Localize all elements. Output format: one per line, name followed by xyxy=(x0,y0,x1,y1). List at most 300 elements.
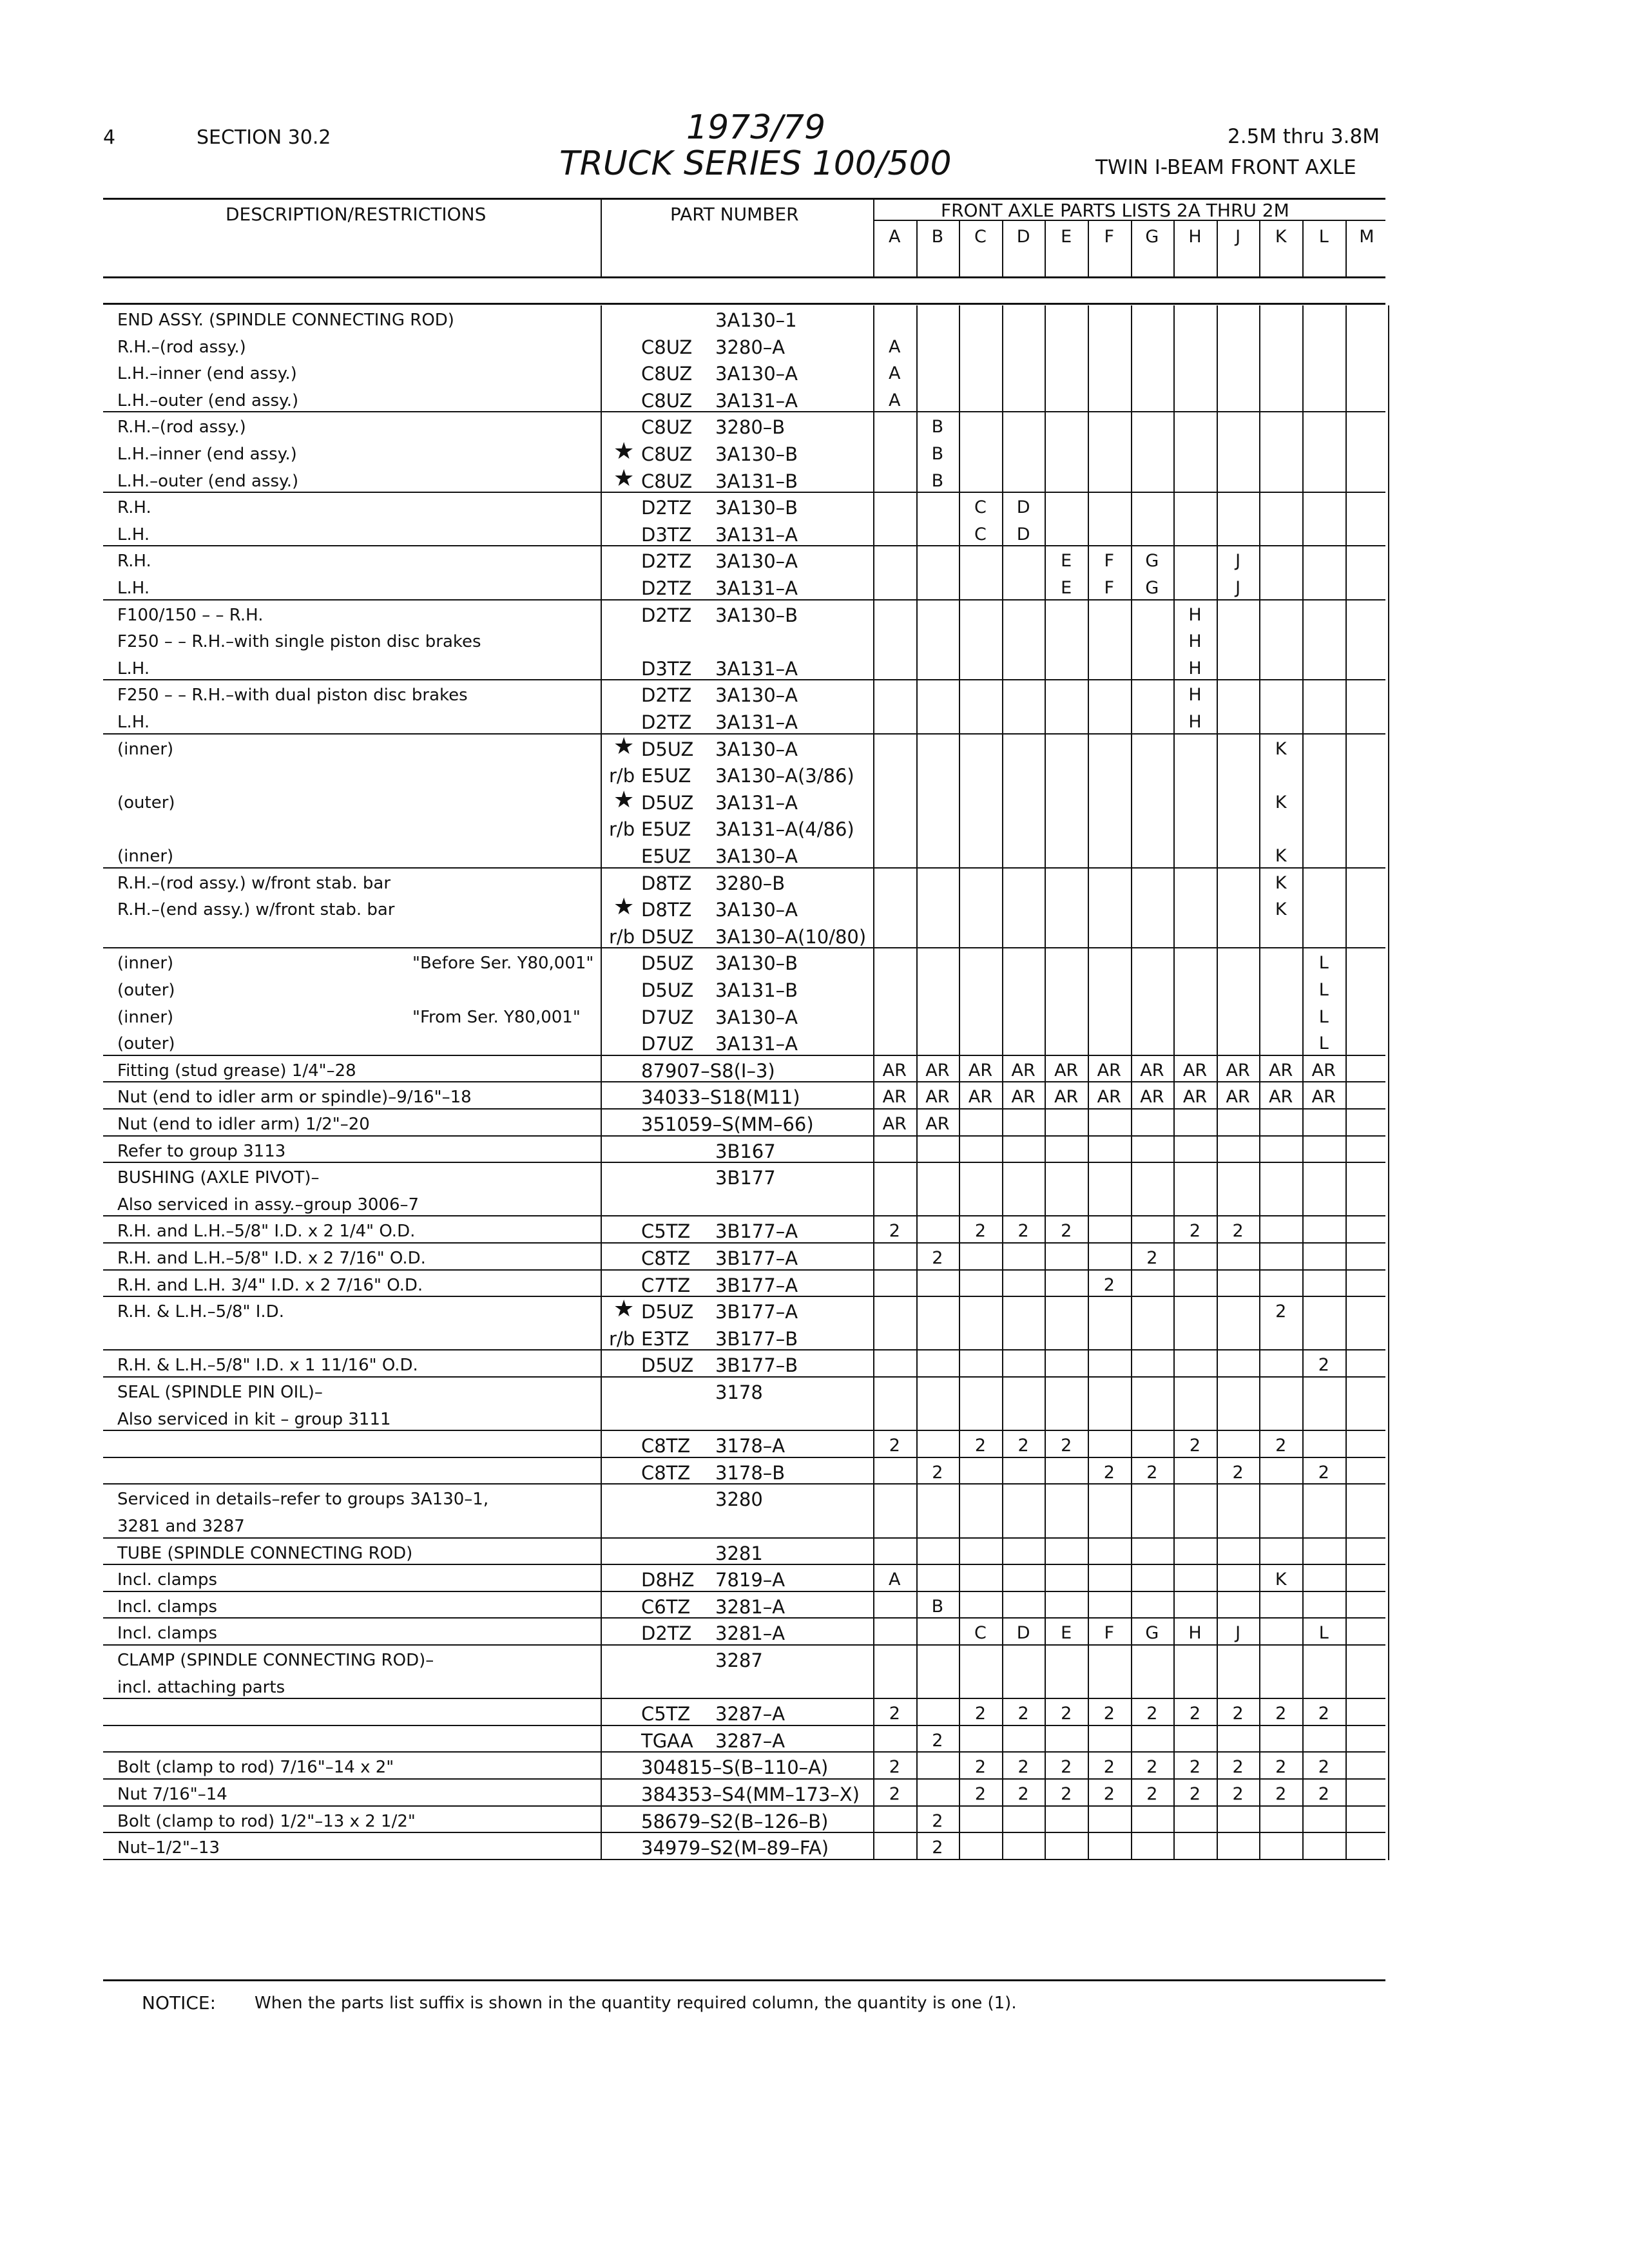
row-description: CLAMP (SPINDLE CONNECTING ROD)– xyxy=(117,1651,434,1670)
part-base: 3A131–A xyxy=(715,389,798,412)
row-description: R.H.–(rod assy.) xyxy=(117,418,246,437)
title-years: 1973/79 xyxy=(686,108,826,147)
row-separator xyxy=(103,1215,1385,1216)
qty-cell-l: L xyxy=(1318,1006,1329,1027)
part-base: 3A130–B xyxy=(715,604,798,626)
qty-cell-h: H xyxy=(1188,604,1202,625)
column-grid-line xyxy=(873,305,874,1860)
qty-cell-h: 2 xyxy=(1189,1757,1201,1778)
part-base: 3A130–A xyxy=(715,899,798,921)
row-separator xyxy=(103,1108,1385,1110)
row-separator xyxy=(103,947,1385,948)
qty-cell-l: L xyxy=(1318,1623,1329,1644)
qty-cell-l: L xyxy=(1318,980,1329,1000)
row-separator xyxy=(103,599,1385,601)
part-base: 3A130–B xyxy=(715,443,798,465)
row-separator xyxy=(103,1269,1385,1271)
row-separator xyxy=(103,1376,1385,1378)
part-base: 3287–A xyxy=(715,1729,786,1752)
star-icon: ★ xyxy=(613,786,635,813)
row-description: R.H. and L.H. 3/4" I.D. x 2 7/16" O.D. xyxy=(117,1275,423,1295)
qty-cell-f: 2 xyxy=(1103,1704,1115,1724)
part-prefix: C8TZ xyxy=(641,1461,691,1484)
row-description: Incl. clamps xyxy=(117,1597,218,1617)
qty-cell-h: H xyxy=(1188,685,1202,706)
part-prefix: D5UZ xyxy=(641,1354,694,1377)
replaced-by-label: r/b xyxy=(609,765,635,787)
part-base: 3A131–B xyxy=(715,470,798,492)
header-column-divider xyxy=(1088,221,1089,276)
part-base: 3A130–A xyxy=(715,550,798,573)
qty-cell-b: 2 xyxy=(932,1730,943,1751)
part-base: 7819–A xyxy=(715,1569,786,1591)
row-separator xyxy=(103,1698,1385,1699)
row-description: F100/150 – – R.H. xyxy=(117,605,264,625)
list-header-f: F xyxy=(1104,227,1115,247)
qty-cell-e: E xyxy=(1061,1623,1072,1644)
qty-cell-h: 2 xyxy=(1189,1221,1201,1242)
part-prefix: D2TZ xyxy=(641,711,692,733)
qty-cell-g: G xyxy=(1145,578,1159,598)
qty-cell-l: L xyxy=(1318,953,1329,974)
qty-cell-l: 2 xyxy=(1318,1704,1329,1724)
star-icon: ★ xyxy=(613,733,635,760)
body-top-rule xyxy=(103,303,1385,305)
part-prefix: D5UZ xyxy=(641,791,694,814)
row-description: incl. attaching parts xyxy=(117,1677,285,1697)
row-description: R.H. and L.H.–5/8" I.D. x 2 7/16" O.D. xyxy=(117,1249,426,1268)
qty-cell-l: 2 xyxy=(1318,1784,1329,1804)
qty-cell-d: 2 xyxy=(1017,1704,1029,1724)
header-column-divider xyxy=(1302,221,1304,276)
qty-cell-c: 2 xyxy=(974,1436,987,1456)
notice-label: NOTICE: xyxy=(142,1992,217,2013)
header-bottom-rule-right xyxy=(873,276,1385,278)
part-prefix: 304815–S(B–110–A) xyxy=(641,1756,829,1779)
part-base: 3A130–A xyxy=(715,1006,798,1028)
part-base: 3B177–A xyxy=(715,1301,798,1323)
qty-cell-d: AR xyxy=(1011,1087,1036,1108)
qty-cell-d: D xyxy=(1016,497,1030,518)
qty-cell-k: 2 xyxy=(1275,1302,1287,1322)
qty-cell-k: K xyxy=(1275,738,1287,759)
part-base: 3A130–A(10/80) xyxy=(715,925,867,948)
row-separator xyxy=(103,1135,1385,1137)
qty-cell-c: AR xyxy=(968,1087,993,1108)
part-prefix: C8UZ xyxy=(641,389,693,412)
qty-cell-f: AR xyxy=(1097,1060,1121,1081)
row-separator xyxy=(103,411,1385,412)
replaced-by-label: r/b xyxy=(609,818,635,841)
row-description: Nut (end to idler arm or spindle)–9/16"–18 xyxy=(117,1088,472,1108)
header-column-divider xyxy=(1173,221,1175,276)
list-header-l: L xyxy=(1318,227,1329,247)
column-grid-line xyxy=(1259,305,1260,1860)
row-description: Also serviced in kit – group 3111 xyxy=(117,1409,391,1429)
row-description: (inner) xyxy=(117,954,174,974)
qty-cell-b: AR xyxy=(925,1060,950,1081)
part-prefix: C5TZ xyxy=(641,1703,691,1725)
qty-cell-e: 2 xyxy=(1061,1757,1072,1778)
qty-cell-g: G xyxy=(1145,551,1159,572)
row-description: 3281 and 3287 xyxy=(117,1517,245,1536)
row-description: Fitting (stud grease) 1/4"–28 xyxy=(117,1061,356,1081)
part-prefix: C8UZ xyxy=(641,363,693,385)
section-label: SECTION 30.2 xyxy=(197,126,331,149)
qty-cell-b: B xyxy=(931,470,944,491)
row-description: Bolt (clamp to rod) 7/16"–14 x 2" xyxy=(117,1758,394,1778)
range-label: 2.5M thru 3.8M xyxy=(1228,125,1380,148)
list-header-c: C xyxy=(974,227,987,247)
part-base: 3280 xyxy=(715,1488,763,1511)
header-column-divider xyxy=(1345,221,1347,276)
part-base: 3B167 xyxy=(715,1140,776,1162)
qty-cell-a: AR xyxy=(882,1060,907,1081)
part-prefix: D7UZ xyxy=(641,1006,694,1028)
qty-cell-j: 2 xyxy=(1232,1757,1244,1778)
part-base: 3B177 xyxy=(715,1167,776,1189)
header-bottom-rule-left xyxy=(103,276,602,278)
row-separator xyxy=(103,867,1385,869)
row-description: Bolt (clamp to rod) 1/2"–13 x 2 1/2" xyxy=(117,1811,416,1831)
row-description: R.H. & L.H.–5/8" I.D. xyxy=(117,1302,284,1322)
qty-cell-e: 2 xyxy=(1061,1221,1072,1242)
part-base: 3A131–A xyxy=(715,791,798,814)
qty-cell-a: 2 xyxy=(889,1436,900,1456)
qty-cell-e: E xyxy=(1061,578,1072,598)
axle-label: TWIN I-BEAM FRONT AXLE xyxy=(1095,156,1356,179)
qty-cell-k: 2 xyxy=(1275,1757,1287,1778)
row-separator xyxy=(103,679,1385,680)
qty-cell-b: 2 xyxy=(932,1838,943,1858)
row-description: Refer to group 3113 xyxy=(117,1141,286,1161)
qty-cell-e: 2 xyxy=(1061,1784,1072,1804)
row-description: R.H. xyxy=(117,498,151,518)
qty-cell-f: 2 xyxy=(1103,1462,1115,1483)
qty-cell-d: 2 xyxy=(1017,1784,1029,1804)
qty-cell-c: 2 xyxy=(974,1221,987,1242)
qty-cell-b: 2 xyxy=(932,1248,943,1268)
row-separator xyxy=(103,1617,1385,1619)
qty-cell-d: 2 xyxy=(1017,1221,1029,1242)
qty-cell-b: B xyxy=(931,1596,944,1617)
row-description: L.H.–outer (end assy.) xyxy=(117,471,299,491)
column-grid-line xyxy=(1388,305,1389,1860)
part-base: 3A130–A xyxy=(715,363,798,385)
part-prefix: C8TZ xyxy=(641,1435,691,1457)
part-prefix: C8UZ xyxy=(641,443,693,465)
qty-cell-g: 2 xyxy=(1146,1757,1158,1778)
qty-cell-l: 2 xyxy=(1318,1355,1329,1376)
row-description: R.H. and L.H.–5/8" I.D. x 2 1/4" O.D. xyxy=(117,1222,416,1242)
qty-cell-b: B xyxy=(931,417,944,437)
star-icon: ★ xyxy=(613,438,635,465)
part-base: 3B177–A xyxy=(715,1274,798,1296)
row-description: Incl. clamps xyxy=(117,1624,218,1644)
row-description: Nut (end to idler arm) 1/2"–20 xyxy=(117,1115,370,1134)
qty-cell-h: 2 xyxy=(1189,1436,1201,1456)
row-description: R.H.–(end assy.) w/front stab. bar xyxy=(117,900,395,920)
header-bottom-rule-mid xyxy=(601,276,874,278)
part-prefix: D5UZ xyxy=(641,738,694,760)
row-description: L.H. xyxy=(117,713,150,732)
part-prefix: E5UZ xyxy=(641,818,691,841)
qty-cell-g: AR xyxy=(1140,1087,1164,1108)
qty-cell-d: 2 xyxy=(1017,1757,1029,1778)
part-prefix: C7TZ xyxy=(641,1274,691,1296)
column-grid-line xyxy=(1345,305,1347,1860)
row-description: R.H.–(rod assy.) xyxy=(117,337,246,357)
part-base: 3A131–B xyxy=(715,979,798,1001)
part-prefix: D2TZ xyxy=(641,1622,692,1645)
header-column-divider xyxy=(1045,221,1046,276)
list-header-h: H xyxy=(1188,227,1202,247)
qty-cell-c: AR xyxy=(968,1060,993,1081)
qty-cell-h: AR xyxy=(1182,1060,1208,1081)
qty-cell-b: 2 xyxy=(932,1811,943,1831)
column-grid-line xyxy=(601,305,602,1860)
qty-cell-j: 2 xyxy=(1232,1221,1244,1242)
list-header-m: M xyxy=(1359,227,1374,247)
part-prefix: C8UZ xyxy=(641,416,693,439)
qty-cell-b: AR xyxy=(925,1087,950,1108)
part-base: 3A131–A xyxy=(715,711,798,733)
part-prefix: C6TZ xyxy=(641,1595,691,1618)
part-base: 3287 xyxy=(715,1649,763,1671)
part-base: 3A130–A xyxy=(715,684,798,707)
qty-cell-a: 2 xyxy=(889,1704,900,1724)
part-prefix: D8HZ xyxy=(641,1569,695,1591)
part-base: 3178–B xyxy=(715,1461,786,1484)
row-description: L.H.–outer (end assy.) xyxy=(117,390,299,410)
part-base: 3280–B xyxy=(715,872,786,894)
row-description: Incl. clamps xyxy=(117,1570,218,1590)
star-icon: ★ xyxy=(613,465,635,492)
part-prefix: 351059–S(MM–66) xyxy=(641,1113,814,1135)
part-prefix: D7UZ xyxy=(641,1033,694,1055)
part-base: 3281 xyxy=(715,1542,763,1564)
row-description: (outer) xyxy=(117,793,175,812)
row-separator xyxy=(103,1805,1385,1807)
part-prefix: D5UZ xyxy=(641,979,694,1001)
qty-cell-j: 2 xyxy=(1232,1462,1244,1483)
qty-cell-a: AR xyxy=(882,1114,907,1134)
part-prefix: D2TZ xyxy=(641,604,692,626)
part-prefix: TGAA xyxy=(641,1729,693,1752)
row-separator xyxy=(103,1242,1385,1244)
qty-cell-j: 2 xyxy=(1232,1784,1244,1804)
qty-cell-h: 2 xyxy=(1189,1784,1201,1804)
qty-cell-k: K xyxy=(1275,899,1287,920)
part-base: 3A131–A xyxy=(715,1033,798,1055)
part-prefix: E3TZ xyxy=(641,1327,689,1350)
qty-cell-b: 2 xyxy=(932,1462,943,1483)
qty-cell-j: J xyxy=(1235,578,1241,598)
part-prefix: C5TZ xyxy=(641,1220,691,1243)
qty-cell-h: H xyxy=(1188,631,1202,652)
table-bottom-rule xyxy=(103,1979,1385,1981)
replaced-by-label: r/b xyxy=(609,1327,635,1350)
row-description: R.H. xyxy=(117,552,151,572)
row-separator xyxy=(103,1457,1385,1458)
qty-cell-f: F xyxy=(1104,578,1115,598)
qty-cell-k: 2 xyxy=(1275,1436,1287,1456)
qty-cell-c: C xyxy=(974,497,987,518)
qty-cell-a: 2 xyxy=(889,1784,900,1804)
row-description: L.H. xyxy=(117,658,150,678)
qty-cell-a: A xyxy=(889,336,901,357)
star-icon: ★ xyxy=(613,1296,635,1323)
qty-cell-k: K xyxy=(1275,792,1287,812)
qty-cell-c: C xyxy=(974,524,987,544)
qty-cell-j: J xyxy=(1235,1623,1241,1644)
part-base: 3287–A xyxy=(715,1703,786,1725)
qty-cell-k: K xyxy=(1275,872,1287,893)
row-separator xyxy=(103,1564,1385,1565)
list-header-j: J xyxy=(1235,227,1241,247)
part-base: 3178 xyxy=(715,1381,763,1403)
lists-column-header: FRONT AXLE PARTS LISTS 2A THRU 2M xyxy=(941,200,1289,221)
row-description: (outer) xyxy=(117,1034,175,1054)
qty-cell-j: 2 xyxy=(1232,1704,1244,1724)
part-prefix: 384353–S4(MM–173–X) xyxy=(641,1783,860,1805)
qty-cell-k: 2 xyxy=(1275,1784,1287,1804)
row-separator xyxy=(103,1296,1385,1297)
part-base: 3A130–1 xyxy=(715,309,797,331)
qty-cell-f: AR xyxy=(1097,1087,1121,1108)
row-separator xyxy=(103,1644,1385,1646)
part-prefix: D2TZ xyxy=(641,550,692,573)
star-icon: ★ xyxy=(613,894,635,921)
header-column-divider xyxy=(1217,221,1218,276)
qty-cell-a: A xyxy=(889,363,901,384)
qty-cell-j: AR xyxy=(1226,1087,1250,1108)
qty-cell-a: A xyxy=(889,1570,901,1590)
row-description: L.H.–inner (end assy.) xyxy=(117,364,297,384)
title-series: TRUCK SERIES 100/500 xyxy=(559,144,952,183)
row-description: SEAL (SPINDLE PIN OIL)– xyxy=(117,1383,323,1402)
row-separator xyxy=(103,1081,1385,1082)
row-separator xyxy=(103,1859,1385,1860)
part-prefix: E5UZ xyxy=(641,845,691,867)
part-prefix: D2TZ xyxy=(641,684,692,707)
row-description: (outer) xyxy=(117,981,175,1000)
row-separator xyxy=(103,733,1385,735)
part-base: 3A131–A xyxy=(715,523,798,546)
qty-cell-d: D xyxy=(1016,1623,1030,1644)
qty-cell-l: AR xyxy=(1311,1087,1336,1108)
part-prefix: D5UZ xyxy=(641,925,694,948)
part-prefix: C8UZ xyxy=(641,470,693,492)
row-description: Also serviced in assy.–group 3006–7 xyxy=(117,1195,419,1215)
qty-cell-k: 2 xyxy=(1275,1704,1287,1724)
part-prefix: D3TZ xyxy=(641,657,692,680)
header-column-divider xyxy=(916,221,918,276)
qty-cell-h: 2 xyxy=(1189,1704,1201,1724)
part-base: 3A130–B xyxy=(715,497,798,519)
qty-cell-a: AR xyxy=(882,1087,907,1108)
part-base: 3A131–A xyxy=(715,577,798,599)
part-prefix: 34979–S2(M–89–FA) xyxy=(641,1837,829,1860)
row-description: R.H. & L.H.–5/8" I.D. x 1 11/16" O.D. xyxy=(117,1356,418,1376)
part-prefix: D8TZ xyxy=(641,899,692,921)
qty-cell-e: 2 xyxy=(1061,1704,1072,1724)
qty-cell-k: K xyxy=(1275,1570,1287,1590)
row-separator xyxy=(103,1778,1385,1780)
header-column-divider xyxy=(959,221,960,276)
qty-cell-f: F xyxy=(1104,1623,1115,1644)
row-description: (inner) xyxy=(117,1007,174,1027)
row-description: L.H. xyxy=(117,524,150,544)
list-header-k: K xyxy=(1275,227,1287,247)
part-prefix: E5UZ xyxy=(641,765,691,787)
qty-cell-l: 2 xyxy=(1318,1757,1329,1778)
row-separator xyxy=(103,1537,1385,1539)
header-divider-desc xyxy=(601,198,602,276)
qty-cell-k: AR xyxy=(1269,1060,1293,1081)
part-base: 3A130–B xyxy=(715,952,798,975)
qty-cell-h: H xyxy=(1188,658,1202,678)
qty-cell-e: E xyxy=(1061,551,1072,572)
qty-cell-g: 2 xyxy=(1146,1704,1158,1724)
row-separator xyxy=(103,1725,1385,1726)
part-prefix: D2TZ xyxy=(641,497,692,519)
row-description: TUBE (SPINDLE CONNECTING ROD) xyxy=(117,1543,413,1563)
row-separator xyxy=(103,545,1385,546)
qty-cell-h: H xyxy=(1188,1623,1202,1644)
row-description: BUSHING (AXLE PIVOT)– xyxy=(117,1168,320,1188)
part-base: 3B177–A xyxy=(715,1220,798,1243)
row-separator xyxy=(103,1162,1385,1163)
header-column-divider xyxy=(1131,221,1132,276)
row-description: L.H.–inner (end assy.) xyxy=(117,445,297,464)
qty-cell-k: AR xyxy=(1269,1087,1293,1108)
part-base: 3B177–B xyxy=(715,1354,798,1377)
part-base: 3A131–A(4/86) xyxy=(715,818,854,841)
qty-cell-k: K xyxy=(1275,846,1287,866)
qty-cell-g: AR xyxy=(1140,1060,1164,1081)
part-prefix: D3TZ xyxy=(641,523,692,546)
row-description: END ASSY. (SPINDLE CONNECTING ROD) xyxy=(117,311,454,330)
qty-cell-d: AR xyxy=(1011,1060,1036,1081)
part-base: 3280–B xyxy=(715,416,786,439)
part-prefix: 87907–S8(I–3) xyxy=(641,1059,775,1082)
row-description: F250 – – R.H.–with single piston disc brakes xyxy=(117,632,481,652)
qty-cell-b: AR xyxy=(925,1114,950,1134)
row-separator xyxy=(103,1483,1385,1485)
row-separator xyxy=(103,1751,1385,1753)
row-separator xyxy=(103,1349,1385,1350)
part-number-column-header: PART NUMBER xyxy=(670,204,799,225)
qty-cell-l: 2 xyxy=(1318,1462,1329,1483)
row-description: Nut–1/2"–13 xyxy=(117,1838,220,1858)
part-base: 3A131–A xyxy=(715,657,798,680)
list-header-d: D xyxy=(1016,227,1030,247)
qty-cell-j: AR xyxy=(1226,1060,1250,1081)
qty-cell-g: 2 xyxy=(1146,1248,1158,1268)
row-serial-note: "From Ser. Y80,001" xyxy=(412,1007,581,1027)
replaced-by-label: r/b xyxy=(609,925,635,948)
row-description: (inner) xyxy=(117,739,174,759)
part-base: 3281–A xyxy=(715,1622,786,1645)
qty-cell-f: 2 xyxy=(1103,1784,1115,1804)
qty-cell-c: 2 xyxy=(974,1757,987,1778)
qty-cell-b: B xyxy=(931,444,944,464)
row-description: (inner) xyxy=(117,847,174,866)
qty-cell-e: 2 xyxy=(1061,1436,1072,1456)
qty-cell-j: J xyxy=(1235,551,1241,572)
part-base: 3B177–A xyxy=(715,1247,798,1269)
